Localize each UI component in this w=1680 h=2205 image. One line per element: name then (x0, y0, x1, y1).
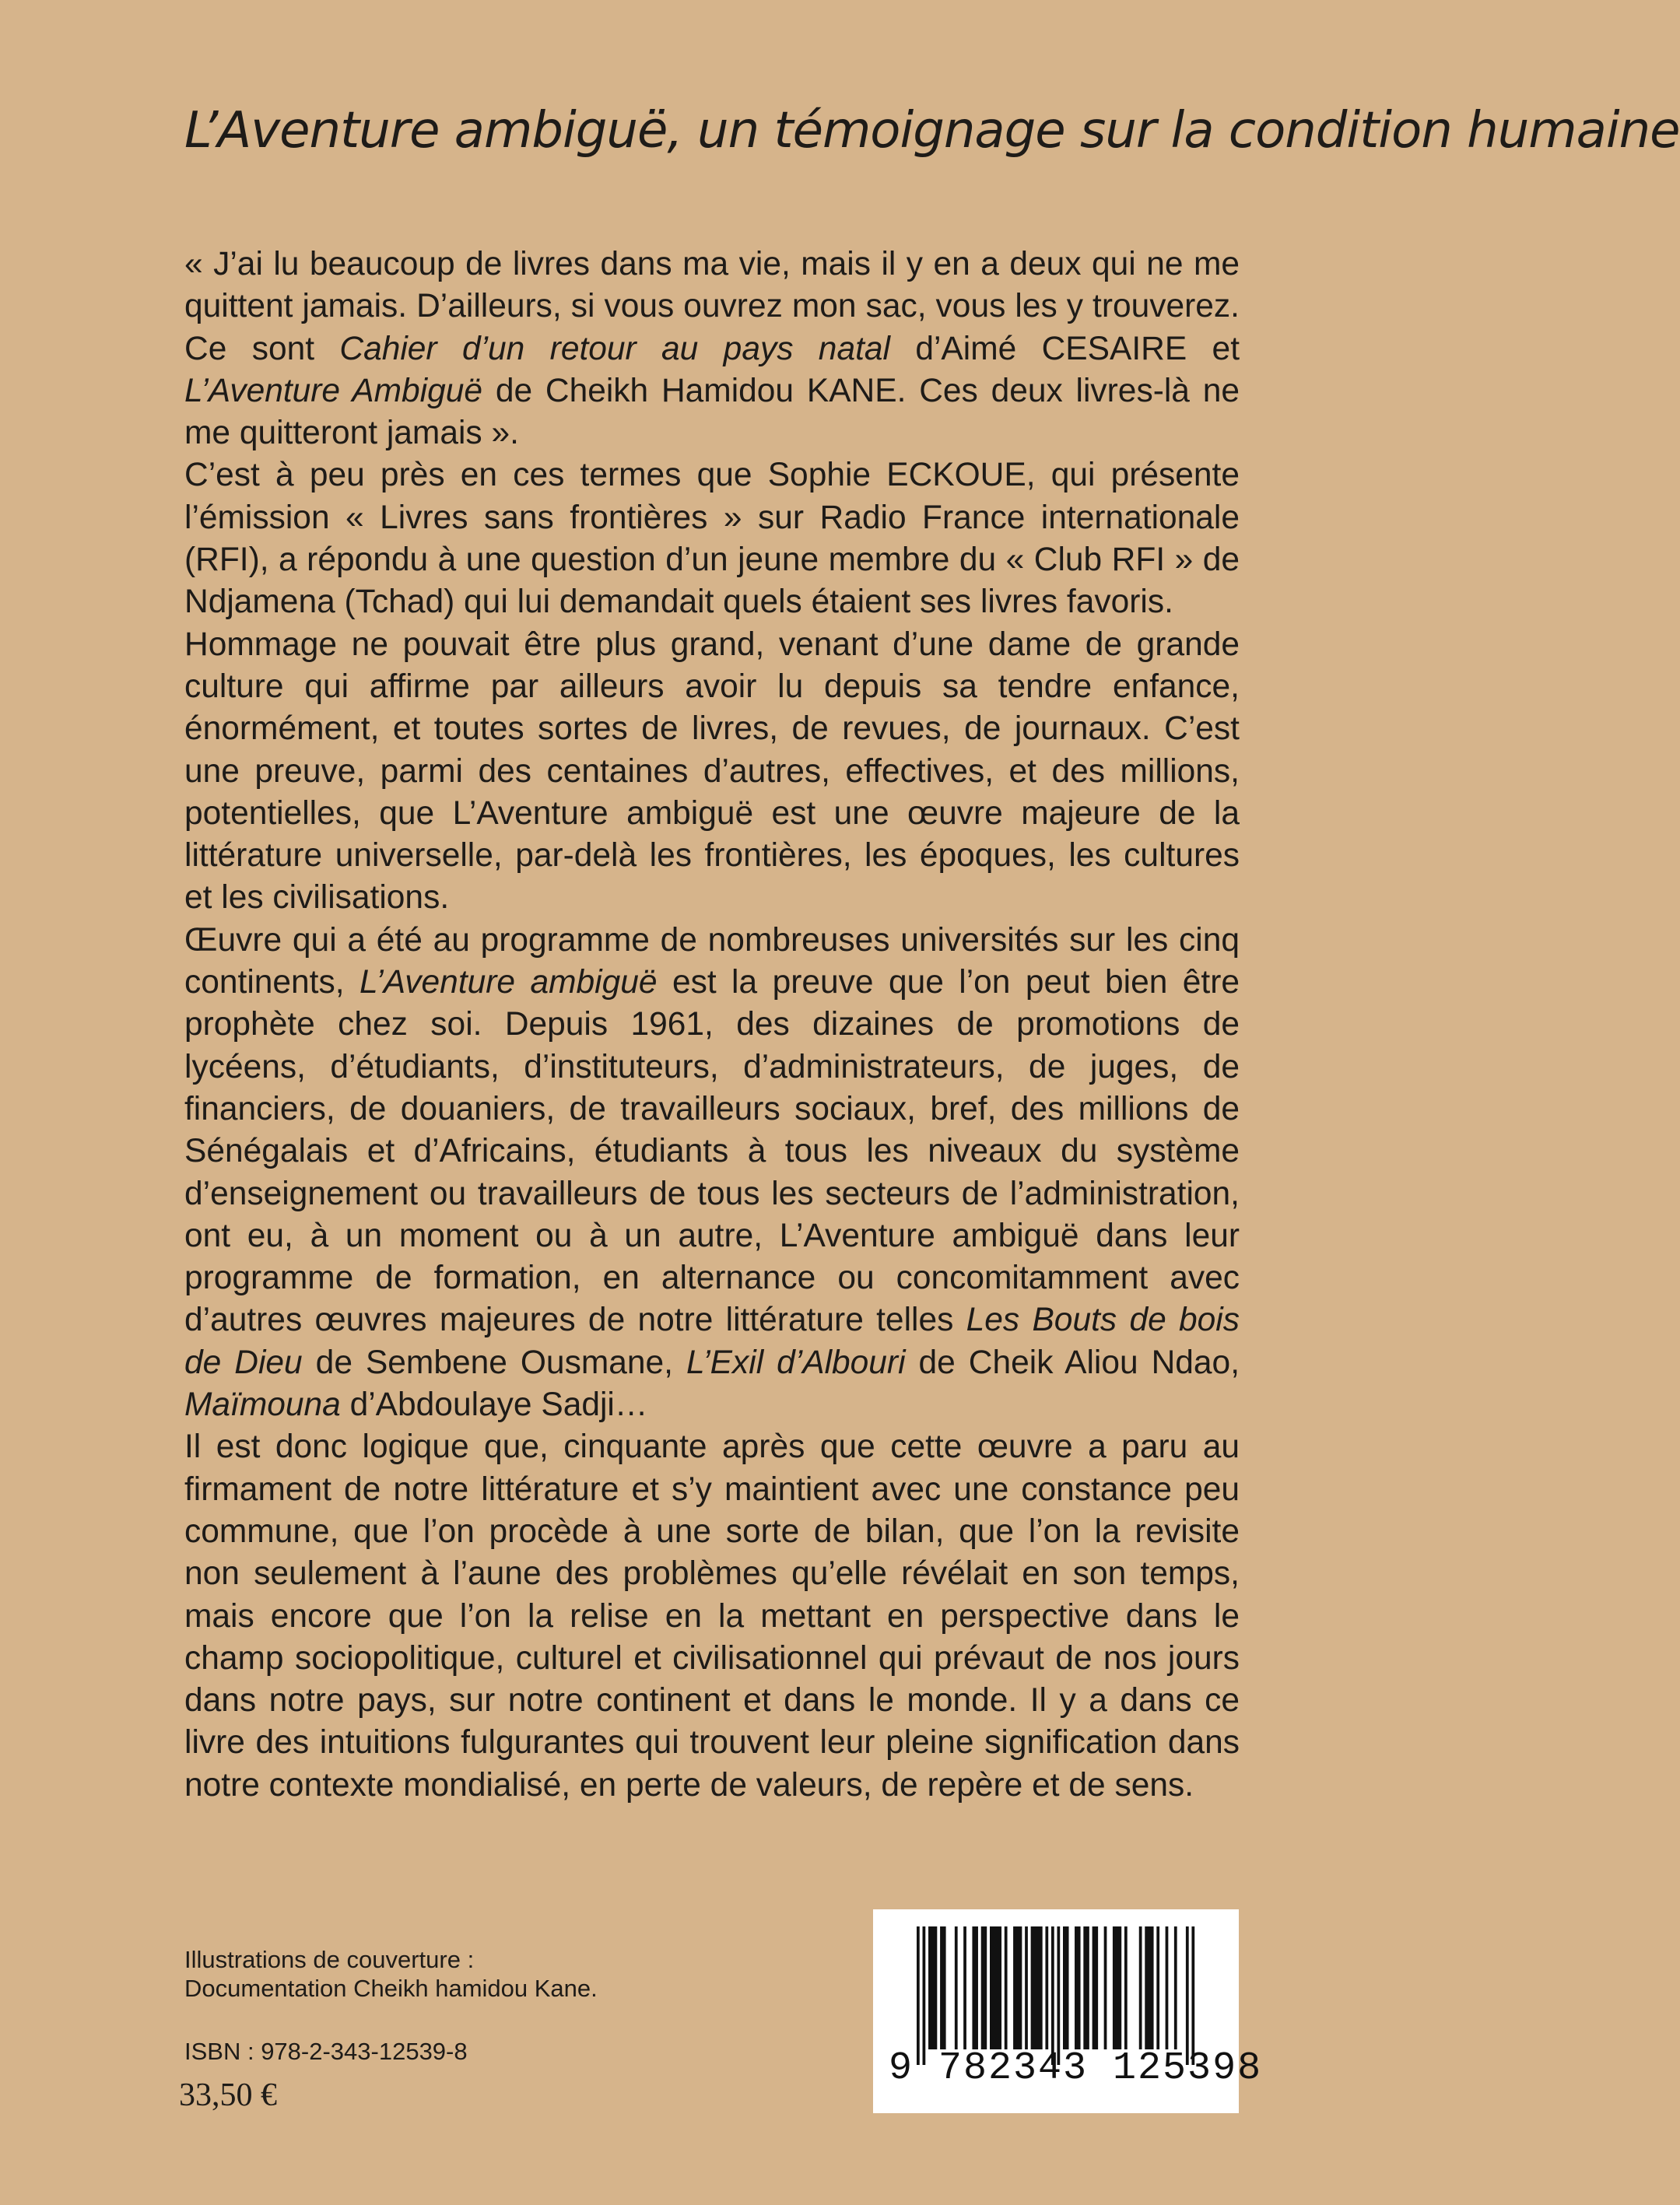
barcode-bar (1075, 1926, 1081, 2049)
paragraph-1-text-b: d’Aimé CESAIRE et (889, 330, 1240, 367)
paragraph-4-text-d: de Cheik Aliou Ndao, (905, 1344, 1240, 1381)
book-title-maimouna: Maïmouna (184, 1386, 341, 1424)
book-title-aventure-2: L’Aventure ambiguë (359, 964, 658, 1001)
barcode-bar (1083, 1926, 1089, 2049)
barcode-bar (1156, 1926, 1159, 2049)
book-title-cahier: Cahier d’un retour au pays natal (339, 330, 890, 367)
barcode-bar (1063, 1926, 1069, 2049)
barcode-bar (917, 1926, 920, 2065)
cover-credits (184, 1945, 598, 2003)
barcode-bar (1051, 1926, 1054, 2065)
barcode-bar (940, 1926, 946, 2049)
paragraph-4-text-e: d’Abdoulaye Sadji… (340, 1386, 648, 1424)
barcode-bar (955, 1926, 958, 2049)
barcode-bar (972, 1926, 978, 2049)
paragraph-4-text-a: Œuvre qui a été au programme de nombreuses universités sur les cinq continents, (184, 921, 1240, 1001)
barcode-bar (1045, 1926, 1048, 2049)
barcode-bar (1145, 1926, 1153, 2049)
barcode-bar (990, 1926, 1001, 2049)
barcode-bar (1025, 1926, 1028, 2049)
paragraph-1 (184, 244, 1240, 454)
isbn-number: ISBN : 978-2-343-12539-8 (184, 2038, 468, 2065)
barcode (873, 1909, 1263, 2113)
barcode-bar (1124, 1926, 1128, 2049)
page-title (184, 102, 1680, 160)
barcode-bar (1031, 1926, 1043, 2049)
title-italic: L’Aventure ambiguë (184, 102, 668, 160)
barcode-bar (1191, 1926, 1194, 2065)
paragraph-3: Hommage ne pouvait être plus grand, venant d’une dame de grande culture qui affirme par ailleurs avoir lu depuis sa tendre enfance, énormément, et toutes sortes de livres, de revues, de journaux. C’est une preuve, parmi des centaines d’autres, effectives, et des millions, potentielles, que L’Aventure ambiguë est une œuvre majeure de la littérature universelle, par-delà les frontières, les époques, les cultures et les civilisations. (184, 626, 1240, 917)
barcode-bar (1104, 1926, 1107, 2049)
barcode-bar (1057, 1926, 1060, 2065)
paragraph-4-text-c: de Sembene Ousmane, (302, 1344, 686, 1381)
paragraph-2: C’est à peu près en ces termes que Sophie ECKOUE, qui présente l’émission « Livres sans frontières » sur Radio France internationale (RFI), a répondu à une question d’un jeune membre du « Club RFI » de Ndjamena (Tchad) qui lui demandait quels étaient ses livres favoris. (184, 457, 1240, 621)
price-label: 33,50 € (179, 2077, 277, 2113)
paragraph-5: Il est donc logique que, cinquante après que cette œuvre a paru au firmament de notre littérature et s’y maintient avec une constance peu commune, que l’on procède à une sorte de bilan, que l’on la revisite non seulement à l’aune des problèmes qu’elle révélait en son temps, mais encore que l’on la relise en la mettant en perspective dans le champ sociopolitique, culturel et civilisationnel qui prévaut de nos jours dans notre pays, sur notre continent et dans le monde. Il y a dans ce livre des intuitions fulgurantes qui trouvent leur pleine signification dans notre contexte mondialisé, en perte de valeurs, de repère et de sens. (184, 1429, 1240, 1804)
barcode-bar (963, 1926, 966, 2049)
barcode-bar (928, 1926, 937, 2049)
book-title-bouts-de-bois: Les Bouts de bois de Dieu (184, 1302, 1240, 1381)
barcode-bar (1093, 1926, 1099, 2049)
barcode-bar (1166, 1926, 1169, 2049)
barcode-bar (1113, 1926, 1121, 2049)
barcode-bar (1186, 1926, 1189, 2065)
title-rest: , un témoignage sur la condition humaine (667, 102, 1680, 160)
barcode-digits: 9 782343 125398 (889, 2046, 1263, 2091)
credits-line-1: Illustrations de couverture : (184, 1946, 475, 1973)
barcode-bar (981, 1926, 987, 2049)
barcode-bar (1013, 1926, 1022, 2049)
credits-line-2: Documentation Cheikh hamidou Kane. (184, 1975, 598, 2002)
paragraph-4-text-b: est la preuve que l’on peut bien être prophète chez soi. Depuis 1961, des dizaines de promotions de lycéens, d’étudiants, d’instituteurs, d’administrateurs, de juges, de financiers, de douaniers, de travailleurs sociaux, bref, des millions de Sénégalais et d’Africains, étudiants à tous les niveaux du système d’enseignement ou travailleurs de tous les secteurs de l’administration, ont eu, à un moment ou à un autre, L’Aventure ambiguë dans leur programme de formation, en alternance ou concomitamment avec d’autres œuvres majeures de notre littérature telles (184, 964, 1240, 1339)
book-title-exil: L’Exil d’Albouri (686, 1344, 906, 1381)
barcode-bar (923, 1926, 926, 2065)
barcode-bar (1005, 1926, 1008, 2049)
back-cover-text (184, 244, 1240, 1807)
barcode-bar (1174, 1926, 1177, 2049)
barcode-bar (1139, 1926, 1142, 2049)
paragraph-1-text-a: « J’ai lu beaucoup de livres dans ma vie, mais il y en a deux qui ne me quittent jamais. D’ailleurs, si vous ouvrez mon sac, vous les y trouverez. Ce sont (184, 246, 1240, 367)
paragraph-4 (184, 920, 1240, 1427)
book-title-aventure: L’Aventure Ambiguë (184, 372, 483, 409)
paragraph-1-text-c: de Cheikh Hamidou KANE. Ces deux livres-là ne me quitteront jamais ». (184, 372, 1240, 452)
